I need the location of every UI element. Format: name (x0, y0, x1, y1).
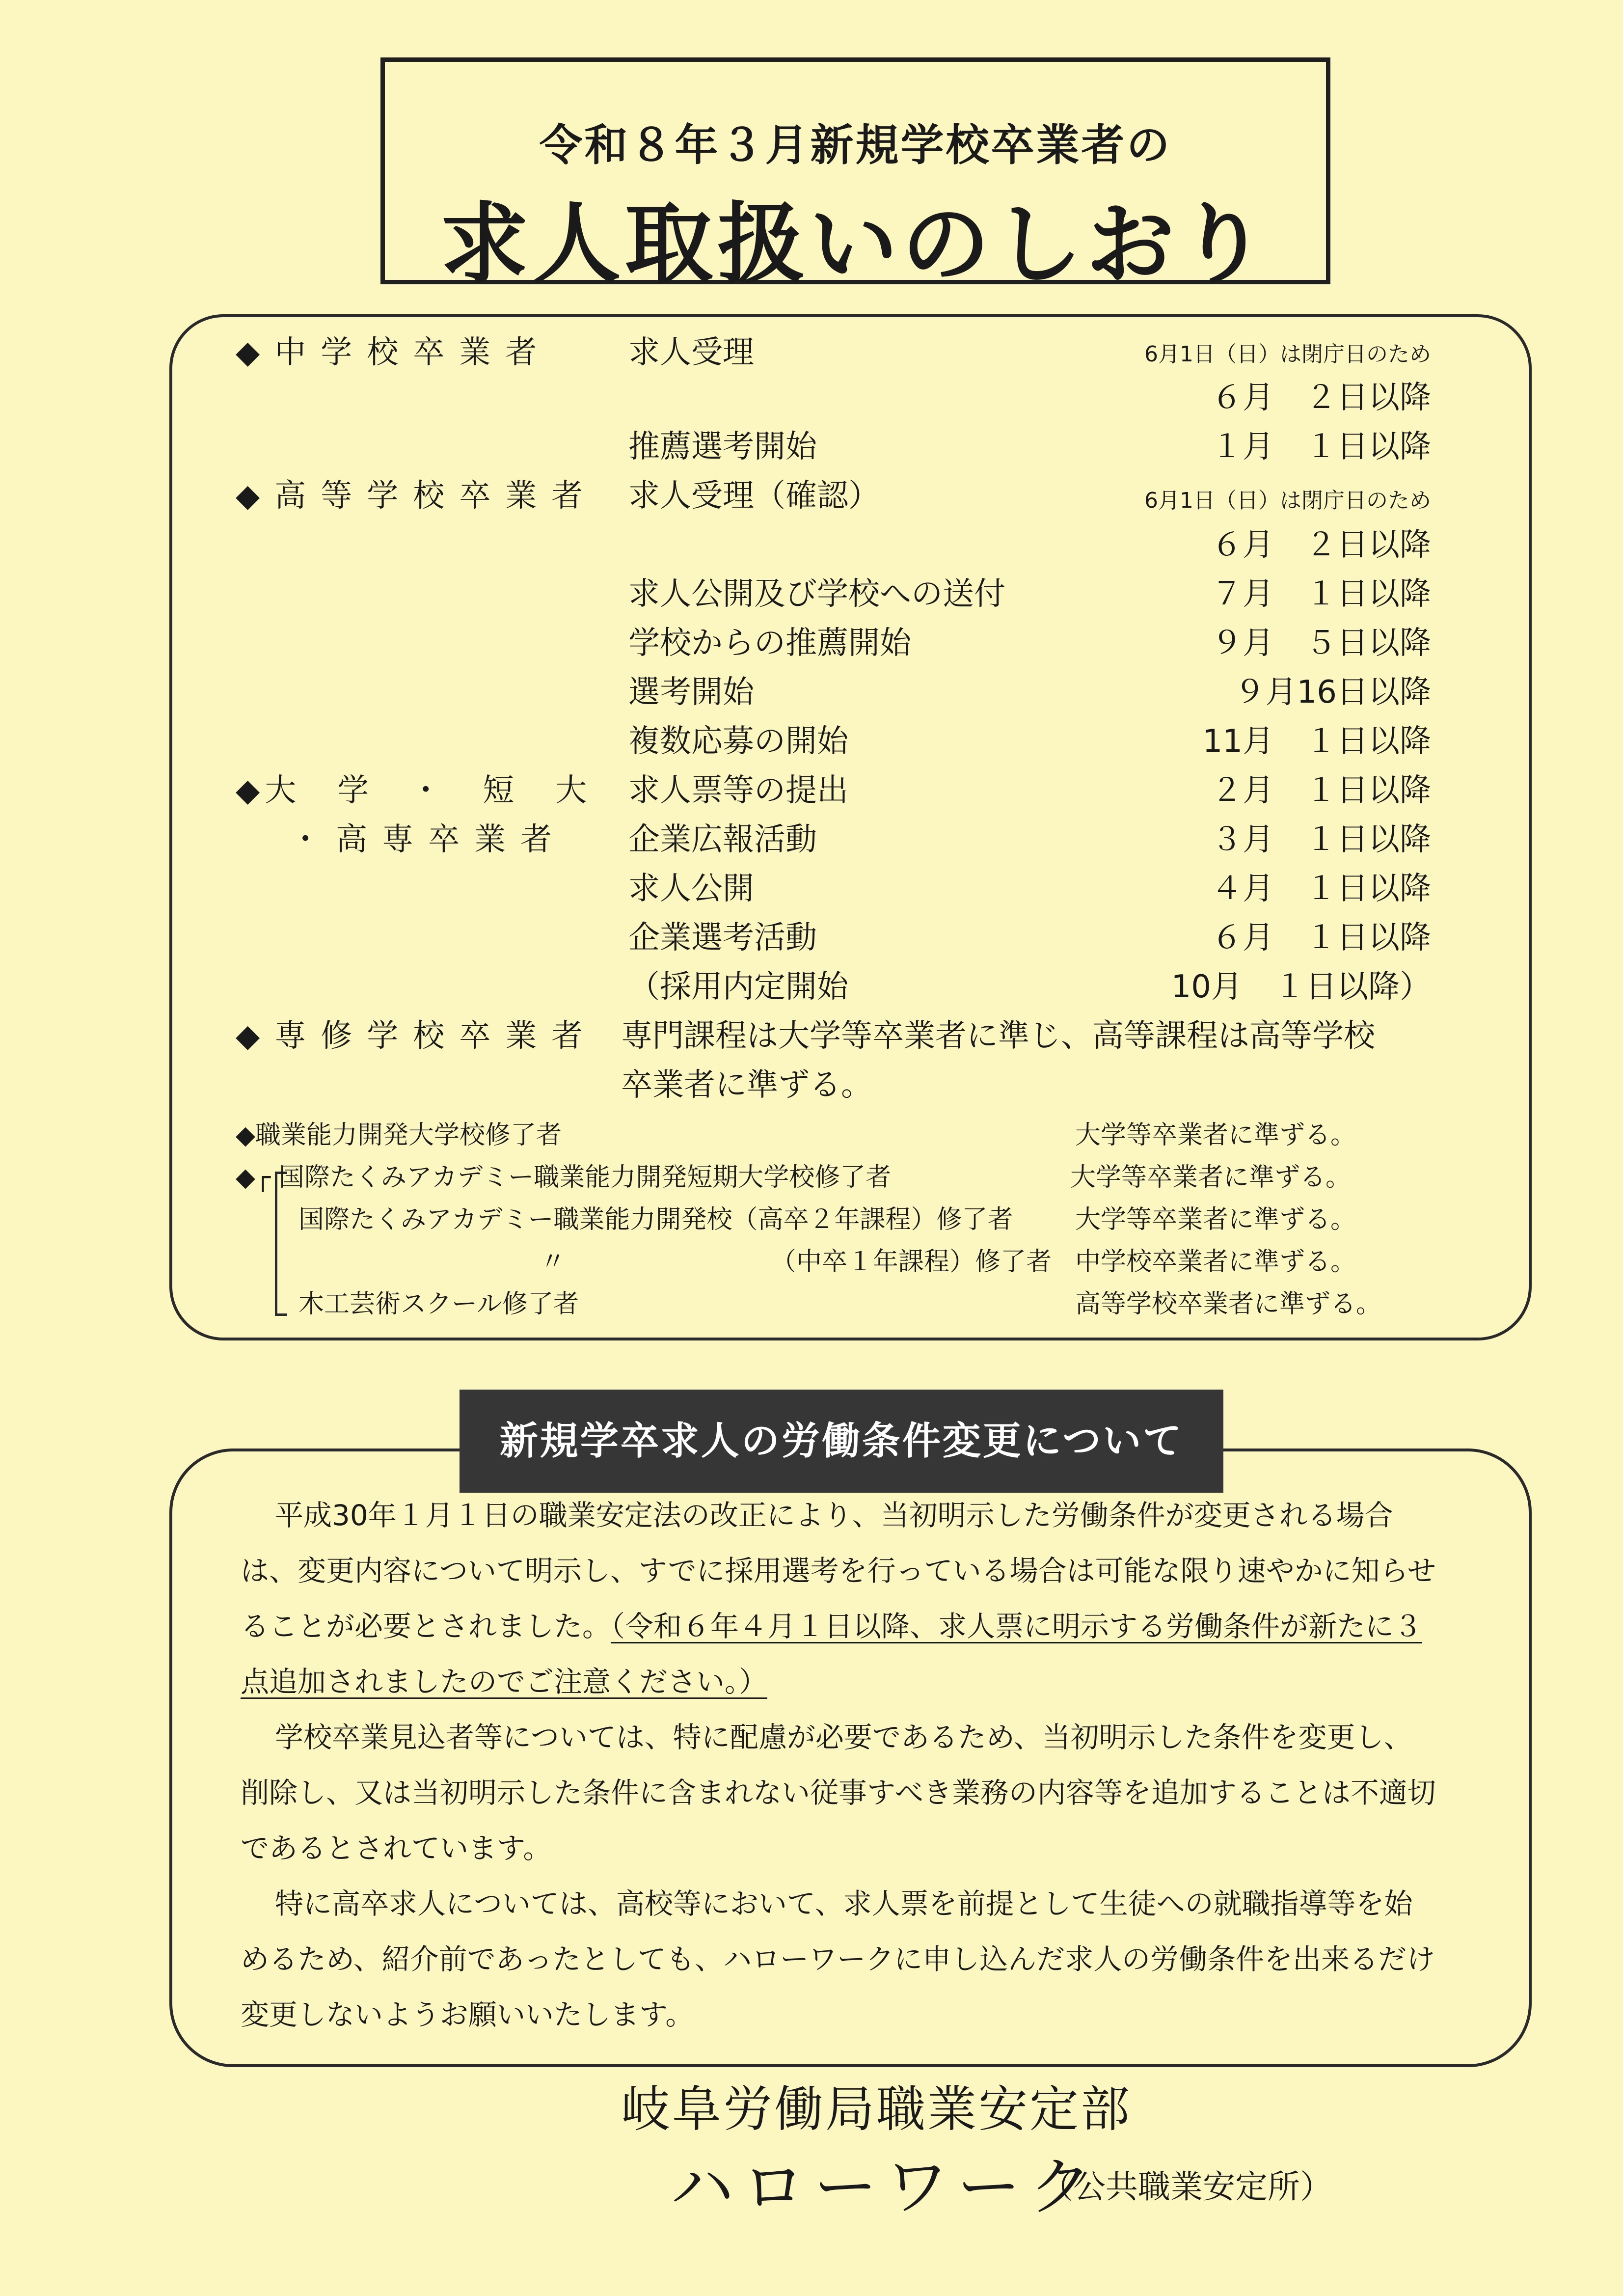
jhs-category: ◆中学校卒業者 (236, 334, 552, 371)
other-item-rule: 中学校卒業者に準ずる。 (1075, 1247, 1356, 1277)
univ-item-date: ６月 １日以降 (1211, 920, 1431, 956)
footer-department: 岐阜労働局職業安定部 (621, 2080, 1132, 2138)
other-item-rule: 高等学校卒業者に準ずる。 (1075, 1289, 1382, 1319)
hs-item-date: ６月 ２日以降 (1211, 527, 1431, 563)
univ-item-date: ２月 １日以降 (1211, 772, 1431, 809)
title-box (380, 57, 1330, 296)
other-item-rule: 大学等卒業者に準ずる。 (1075, 1121, 1356, 1150)
univ-item-label: 求人公開 (628, 871, 754, 907)
hs-category: ◆高等学校卒業者 (236, 478, 598, 514)
hs-item-date: ９月 ５日以降 (1211, 625, 1431, 661)
notice-paragraph (241, 1488, 1438, 1710)
notice-text: 平成30年１月１日の職業安定法の改正により、当初明示した労働条件が変更される場合は、変更内容について明示し、すでに採用選考を行っている場合は可能な限り速やかに知らせることが必要とされました。 (241, 1499, 1436, 1643)
hs-item-date: ９月16日以降 (1234, 674, 1431, 711)
univ-category: ◆大 学 ・ 短 大 (236, 772, 592, 809)
vocational-category: ◆専修学校卒業者 (236, 1018, 598, 1054)
univ-item-label: （採用内定開始 (628, 969, 848, 1005)
other-item-label: ◆┌ 国際たくみアカデミー職業能力開発短期大学校修了者 (236, 1163, 892, 1192)
univ-item-date: ３月 １日以降 (1211, 821, 1431, 858)
footer-hellowork: ハローワーク (670, 2150, 1101, 2224)
vocational-text: 専門課程は大学等卒業者に準じ、高等課程は高等学校 (621, 1018, 1375, 1054)
univ-item-label: 企業選考活動 (628, 920, 817, 956)
hs-item-label: 求人受理（確認） (628, 478, 880, 514)
univ-item-label: 企業広報活動 (628, 821, 817, 858)
univ-item-label: 求人票等の提出 (628, 772, 848, 809)
other-item-label: （中卒１年課程）修了者 (771, 1247, 1052, 1277)
ditto-mark: 〃 (540, 1247, 566, 1277)
jhs-item-date: ６月 ２日以降 (1211, 380, 1431, 416)
document-title: 求人取扱いのしおり (440, 193, 1271, 296)
hs-item-date: 11月 １日以降 (1202, 723, 1431, 760)
notice-text-underlined: （令和６年４月１日以降、求人票に明示する労働条件が新たに３点追加されましたのでご注意ください。） (241, 1610, 1423, 1698)
hs-item-date: ７月 １日以降 (1211, 576, 1431, 612)
jhs-item-label: 求人受理 (628, 334, 754, 371)
univ-item-date: 10月 １日以降） (1171, 969, 1431, 1005)
other-item-rule: 大学等卒業者に準ずる。 (1070, 1163, 1352, 1192)
vocational-text: 卒業者に準ずる。 (621, 1067, 872, 1103)
other-item-rule: 大学等卒業者に準ずる。 (1075, 1205, 1356, 1234)
univ-item-date: ４月 １日以降 (1211, 871, 1431, 907)
hs-item-label: 学校からの推薦開始 (628, 625, 911, 661)
document-subtitle: 令和８年３月新規学校卒業者の (539, 120, 1172, 170)
jhs-item-note: 6月1日（日）は閉庁日のため (1144, 342, 1431, 367)
notice-paragraph: 学校卒業見込者等については、特に配慮が必要であるため、当初明示した条件を変更し、削除し、又は当初明示した条件に含まれない従事すべき業務の内容等を追加することは不適切であるとされています。 (241, 1721, 1436, 1865)
hs-item-note: 6月1日（日）は閉庁日のため (1144, 488, 1431, 513)
jhs-item-date: １月 １日以降 (1211, 429, 1431, 465)
hs-item-label: 選考開始 (628, 674, 754, 711)
jhs-item-label: 推薦選考開始 (628, 429, 817, 465)
footer-hellowork-subtitle: （公共職業安定所） (1041, 2168, 1332, 2206)
other-item-label: 国際たくみアカデミー職業能力開発校（高卒２年課程）修了者 (298, 1205, 1013, 1234)
hs-item-label: 求人公開及び学校への送付 (628, 576, 1005, 612)
univ-category-cont: ・高専卒業者 (290, 821, 567, 858)
notice-paragraph: 特に高卒求人については、高校等において、求人票を前提として生徒への就職指導等を始めるため、紹介前であったとしても、ハローワークに申し込んだ求人の労働条件を出来るだけ変更しないようお願いいたします。 (241, 1887, 1435, 2031)
other-item-label: ◆職業能力開発大学校修了者 (236, 1121, 562, 1150)
other-item-label: 木工芸術スクール修了者 (298, 1289, 579, 1319)
hs-item-label: 複数応募の開始 (628, 723, 848, 760)
notice-heading: 新規学卒求人の労働条件変更について (460, 1390, 1223, 1493)
